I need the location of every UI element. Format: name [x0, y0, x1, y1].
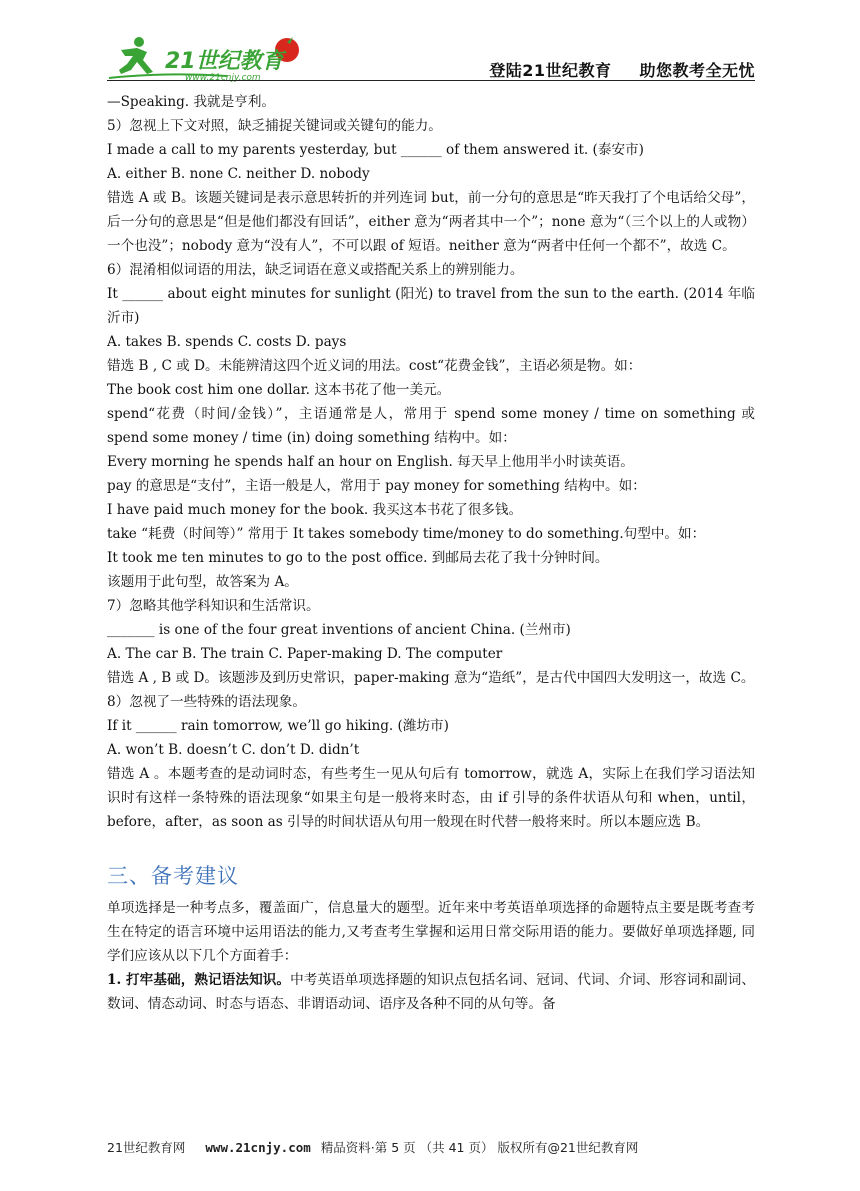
text-line: I have paid much money for the book. 我买这本书花了很多钱。 — [107, 502, 523, 518]
footer-url: www.21cnjy.com — [205, 1140, 311, 1155]
text-line: A. either B. none C. neither D. nobody — [107, 166, 370, 182]
page-body — [107, 90, 755, 1016]
text-line: A. won’t B. doesn’t C. don’t D. didn’t — [107, 742, 360, 758]
text-line: It ______ about eight minutes for sunlight (阳光) to travel from the sun to the earth. (2014 年临沂市) — [107, 286, 755, 326]
text-line: 错选 A 或 B。该题关键词是表示意思转折的并列连词 but，前一分句的意思是“昨天我打了个电话给父母”，后一分句的意思是“但是他们都没有回话”，either 意为“两者其中一个”；none 意为“（三个以上的人或物）一个也没”；nobody 意为“没有人”，不可以跟 of 短语。neither 意为“两者中任何一个都不”，故选 C。 — [107, 190, 755, 254]
text-line: 8）忽视了一些特殊的语法现象。 — [107, 694, 306, 710]
text-line: Every morning he spends half an hour on English. 每天早上他用半小时读英语。 — [107, 454, 634, 470]
slogan-left: 登陆21世纪教育 — [489, 61, 612, 80]
text-line: 该题用于此句型，故答案为 A。 — [107, 574, 298, 590]
slogan-right: 助您教考全无忧 — [639, 61, 755, 80]
paragraph-lead: 1. 打牢基础，熟记语法知识。 — [107, 972, 291, 988]
text-line: pay 的意思是“支付”，主语一般是人，常用于 pay money for something 结构中。如： — [107, 478, 646, 494]
logo-text: 21世纪教育 — [165, 49, 284, 74]
text-line: 错选 B , C 或 D。未能辨清这四个近义词的用法。cost“花费金钱”，主语必须是物。如： — [107, 358, 642, 374]
text-line: take “耗费（时间等）” 常用于 It takes somebody time/money to do something.句型中。如： — [107, 526, 706, 542]
header-slogan — [489, 58, 755, 81]
page-header — [107, 28, 755, 84]
text-line: 错选 A 。本题考查的是动词时态，有些考生一见从句后有 tomorrow，就选 A，实际上在我们学习语法知识时有这样一条特殊的语法现象“如果主句是一般将来时态，由 if 引导的条件状语从句和 when，until，before，after，as soon as 引导的时间状语从句用一般现在时代替一般将来时。所以本题应选 B。 — [107, 766, 755, 830]
paragraph: 单项选择是一种考点多，覆盖面广，信息量大的题型。近年来中考英语单项选择的命题特点主要是既考查考生在特定的语言环境中运用语法的能力,又考查考生掌握和运用日常交际用语的能力。要做好单项选择题, 同学们应该从以下几个方面着手： — [107, 900, 755, 964]
footer-info: 精品资料·第 5 页 （共 41 页） 版权所有@21世纪教育网 — [320, 1140, 639, 1155]
text-line: A. takes B. spends C. costs D. pays — [107, 334, 347, 350]
text-line: 7）忽略其他学科知识和生活常识。 — [107, 598, 320, 614]
text-line: If it ______ rain tomorrow, we’ll go hiking. (潍坊市) — [107, 718, 449, 734]
logo-url: www.21cnjy.com — [185, 73, 261, 82]
page-footer — [107, 1138, 755, 1156]
section-heading: 三、备考建议 — [107, 864, 239, 888]
paragraph — [107, 968, 755, 1016]
text-line: 错选 A , B 或 D。该题涉及到历史常识，paper-making 意为“造纸”，是古代中国四大发明这一，故选 C。 — [107, 670, 755, 686]
text-line: A. The car B. The train C. Paper-making D. The computer — [107, 646, 503, 662]
header-divider — [107, 80, 755, 81]
text-line: —Speaking. 我就是亨利。 — [107, 94, 276, 110]
text-line: _______ is one of the four great inventions of ancient China. (兰州市) — [107, 622, 571, 638]
footer-site: 21世纪教育网 — [107, 1140, 186, 1155]
text-line: It took me ten minutes to go to the post office. 到邮局去花了我十分钟时间。 — [107, 550, 609, 566]
paragraph-text: 中考英语单项选择题的知识点包括名词、冠词、代词、介词、形容词和副词、数词、情态动词、时态与语态、非谓语动词、语序及各种不同的从句等。备 — [107, 972, 755, 1012]
text-line: 6）混淆相似词语的用法，缺乏词语在意义或搭配关系上的辨别能力。 — [107, 262, 524, 278]
section-spacer — [107, 834, 755, 856]
site-logo — [107, 28, 317, 82]
text-line: I made a call to my parents yesterday, but ______ of them answered it. (泰安市) — [107, 142, 644, 158]
text-line: 5）忽视上下文对照，缺乏捕捉关键词或关键句的能力。 — [107, 118, 442, 134]
text-line: The book cost him one dollar. 这本书花了他一美元。 — [107, 382, 451, 398]
text-line: spend“花费（时间/金钱）”，主语通常是人，常用于 spend some money / time on something 或 spend some money / time (in) doing something 结构中。如： — [107, 406, 755, 446]
